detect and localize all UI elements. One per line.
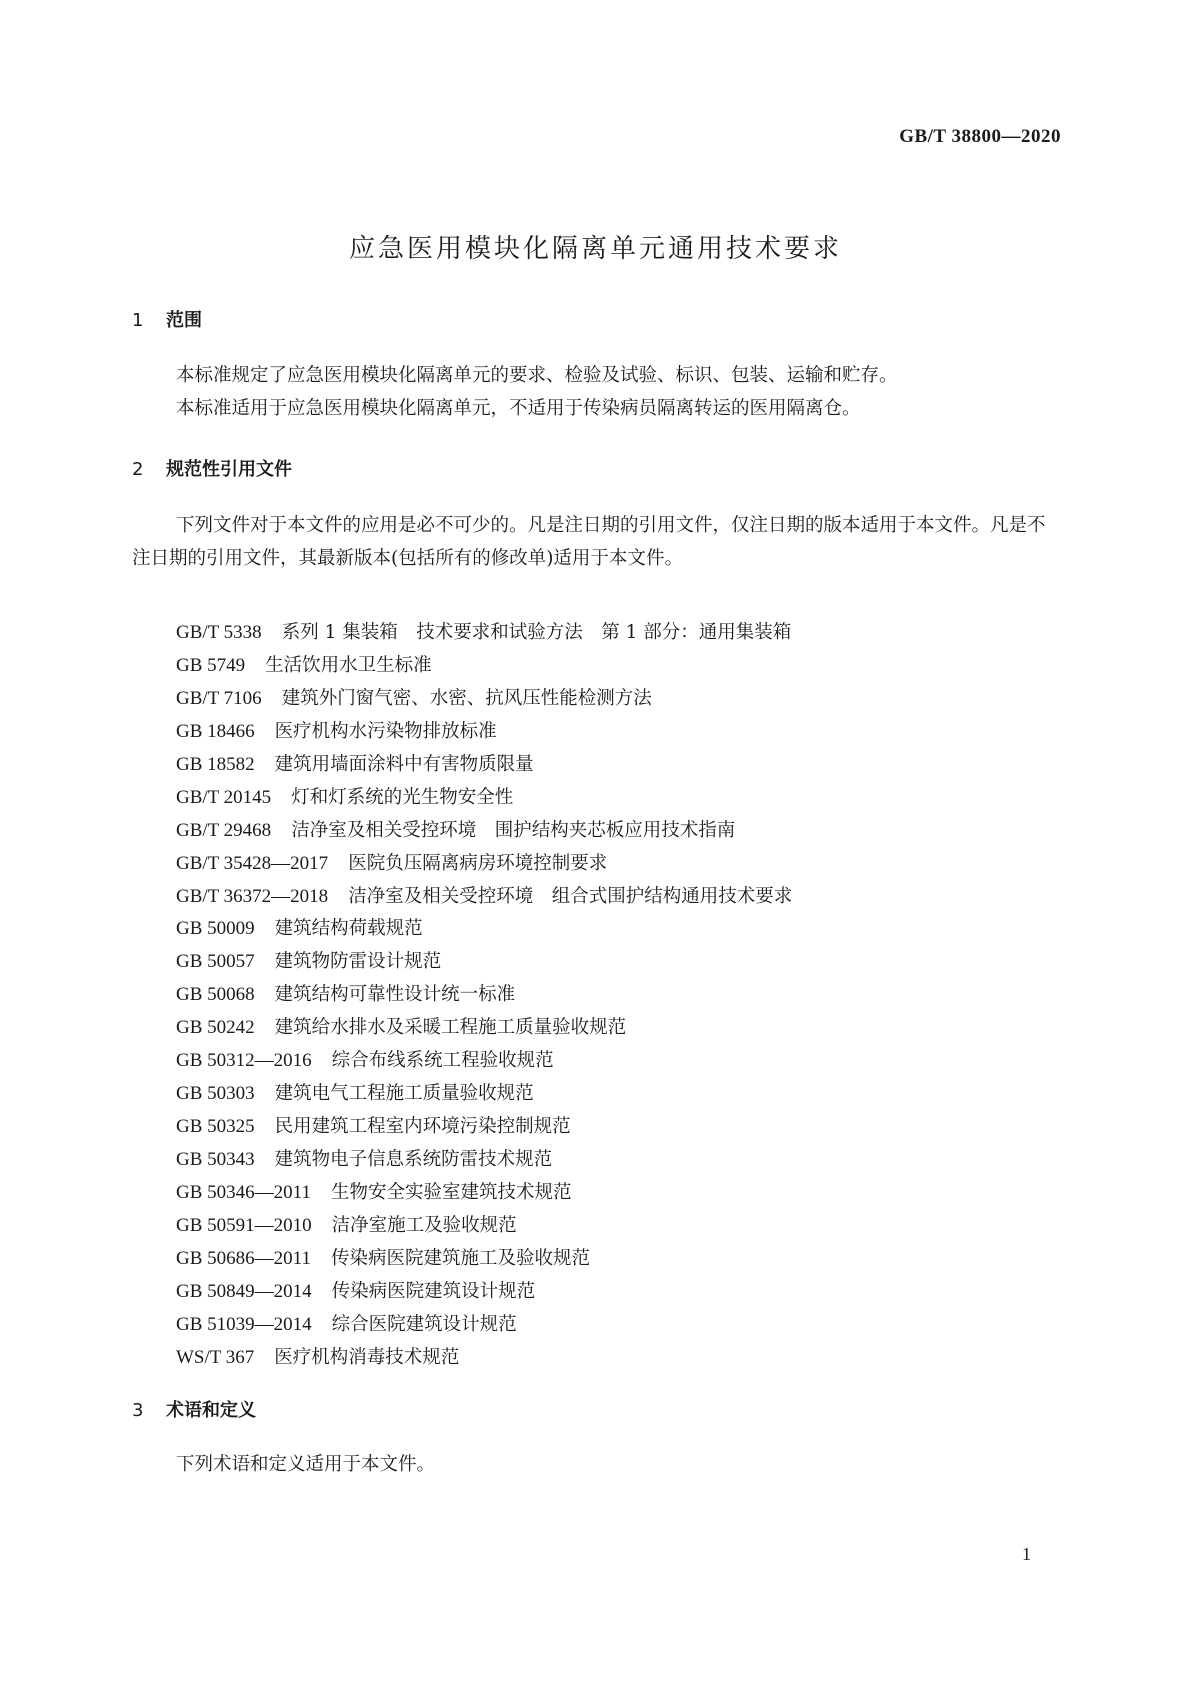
section-number: 3 — [132, 1400, 144, 1421]
reference-code: GB 50068 — [176, 984, 255, 1006]
reference-code: GB 51039—2014 — [176, 1313, 312, 1335]
scope-paragraph-2: 本标准适用于应急医用模块化隔离单元，不适用于传染病员隔离转运的医用隔离仓。 — [176, 398, 861, 419]
reference-code: GB 18466 — [176, 720, 255, 742]
terms-intro: 下列术语和定义适用于本文件。 — [176, 1454, 436, 1475]
reference-item — [176, 1143, 792, 1176]
reference-title: 洁净室及相关受控环境 围护结构夹芯板应用技术指南 — [291, 819, 736, 841]
reference-item — [176, 880, 792, 913]
section-number: 1 — [132, 310, 144, 331]
reference-item — [176, 682, 792, 715]
reference-title: 系列 1 集装箱 技术要求和试验方法 第 1 部分：通用集装箱 — [281, 622, 792, 643]
reference-item — [176, 1341, 792, 1374]
document-title: 应急医用模块化隔离单元通用技术要求 — [348, 234, 842, 264]
reference-title: 医疗机构消毒技术规范 — [274, 1346, 460, 1368]
reference-title: 生物安全实验室建筑技术规范 — [330, 1181, 572, 1203]
reference-item — [176, 1242, 792, 1275]
scope-paragraph-1: 本标准规定了应急医用模块化隔离单元的要求、检验及试验、标识、包装、运输和贮存。 — [176, 365, 898, 386]
reference-item — [176, 847, 792, 880]
reference-title: 建筑结构荷载规范 — [274, 918, 423, 940]
reference-title: 建筑电气工程施工质量验收规范 — [274, 1083, 534, 1105]
reference-title: 建筑结构可靠性设计统一标准 — [274, 984, 516, 1006]
reference-title: 综合布线系统工程验收规范 — [331, 1050, 554, 1072]
reference-item — [176, 912, 792, 945]
section-1-heading — [132, 306, 202, 332]
reference-title: 建筑物防雷设计规范 — [274, 951, 442, 973]
reference-code: GB 18582 — [176, 753, 255, 775]
reference-code: GB 50346—2011 — [176, 1181, 311, 1203]
reference-item — [176, 945, 792, 978]
reference-title: 洁净室施工及验收规范 — [331, 1214, 517, 1236]
reference-code: GB 50686—2011 — [176, 1247, 311, 1269]
document-code: GB/T 38800—2020 — [899, 126, 1061, 147]
reference-code: GB 50057 — [176, 951, 255, 973]
reference-title: 洁净室及相关受控环境 组合式围护结构通用技术要求 — [348, 885, 793, 907]
reference-item — [176, 649, 792, 682]
reference-item — [176, 1308, 792, 1341]
reference-code: GB 50591—2010 — [176, 1214, 312, 1236]
section-title: 规范性引用文件 — [166, 459, 292, 480]
section-title: 术语和定义 — [166, 1400, 256, 1421]
section-title: 范围 — [166, 310, 202, 331]
reference-item — [176, 978, 792, 1011]
reference-item — [176, 1077, 792, 1110]
section-number: 2 — [132, 459, 144, 480]
reference-code: GB 50303 — [176, 1083, 255, 1105]
references-intro: 下列文件对于本文件的应用是必不可少的。凡是注日期的引用文件，仅注日期的版本适用于本文件。凡是不注日期的引用文件，其最新版本(包括所有的修改单)适用于本文件。 — [132, 515, 1046, 569]
page-number: 1 — [1022, 1544, 1031, 1564]
reference-title: 传染病医院建筑设计规范 — [331, 1280, 536, 1302]
reference-title: 民用建筑工程室内环境污染控制规范 — [274, 1116, 571, 1138]
reference-code: GB/T 20145 — [176, 786, 272, 808]
reference-title: 灯和灯系统的光生物安全性 — [291, 786, 514, 808]
reference-title: 建筑用墙面涂料中有害物质限量 — [274, 753, 534, 775]
reference-list — [176, 616, 792, 1374]
reference-item — [176, 1110, 792, 1143]
section-3-heading — [132, 1396, 256, 1422]
reference-title: 传染病医院建筑施工及验收规范 — [330, 1247, 590, 1269]
reference-code: GB/T 29468 — [176, 819, 272, 841]
reference-code: GB/T 35428—2017 — [176, 852, 329, 874]
reference-code: GB/T 5338 — [176, 622, 262, 643]
reference-code: GB 50849—2014 — [176, 1280, 312, 1302]
reference-item — [176, 1176, 792, 1209]
reference-item — [176, 748, 792, 781]
reference-item — [176, 616, 792, 649]
reference-item — [176, 814, 792, 847]
reference-item — [176, 715, 792, 748]
reference-item — [176, 1011, 792, 1044]
reference-code: GB 5749 — [176, 654, 246, 676]
reference-code: GB 50312—2016 — [176, 1050, 312, 1072]
reference-item — [176, 1275, 792, 1308]
section-2-heading — [132, 455, 292, 481]
reference-code: GB 50242 — [176, 1017, 255, 1039]
reference-title: 医疗机构水污染物排放标准 — [274, 720, 497, 742]
reference-code: WS/T 367 — [176, 1346, 255, 1368]
reference-title: 建筑给水排水及采暖工程施工质量验收规范 — [274, 1017, 627, 1039]
reference-code: GB/T 7106 — [176, 687, 262, 709]
reference-code: GB 50343 — [176, 1149, 255, 1170]
reference-title: 医院负压隔离病房环境控制要求 — [348, 852, 608, 874]
reference-title: 生活饮用水卫生标准 — [265, 654, 432, 676]
reference-item — [176, 1044, 792, 1077]
reference-item — [176, 1209, 792, 1242]
reference-title: 建筑物电子信息系统防雷技术规范 — [274, 1149, 553, 1170]
reference-title: 建筑外门窗气密、水密、抗风压性能检测方法 — [281, 687, 652, 709]
reference-item — [176, 781, 792, 814]
reference-code: GB 50325 — [176, 1116, 255, 1138]
reference-code: GB 50009 — [176, 918, 255, 940]
reference-code: GB/T 36372—2018 — [176, 885, 329, 907]
reference-title: 综合医院建筑设计规范 — [331, 1313, 517, 1335]
